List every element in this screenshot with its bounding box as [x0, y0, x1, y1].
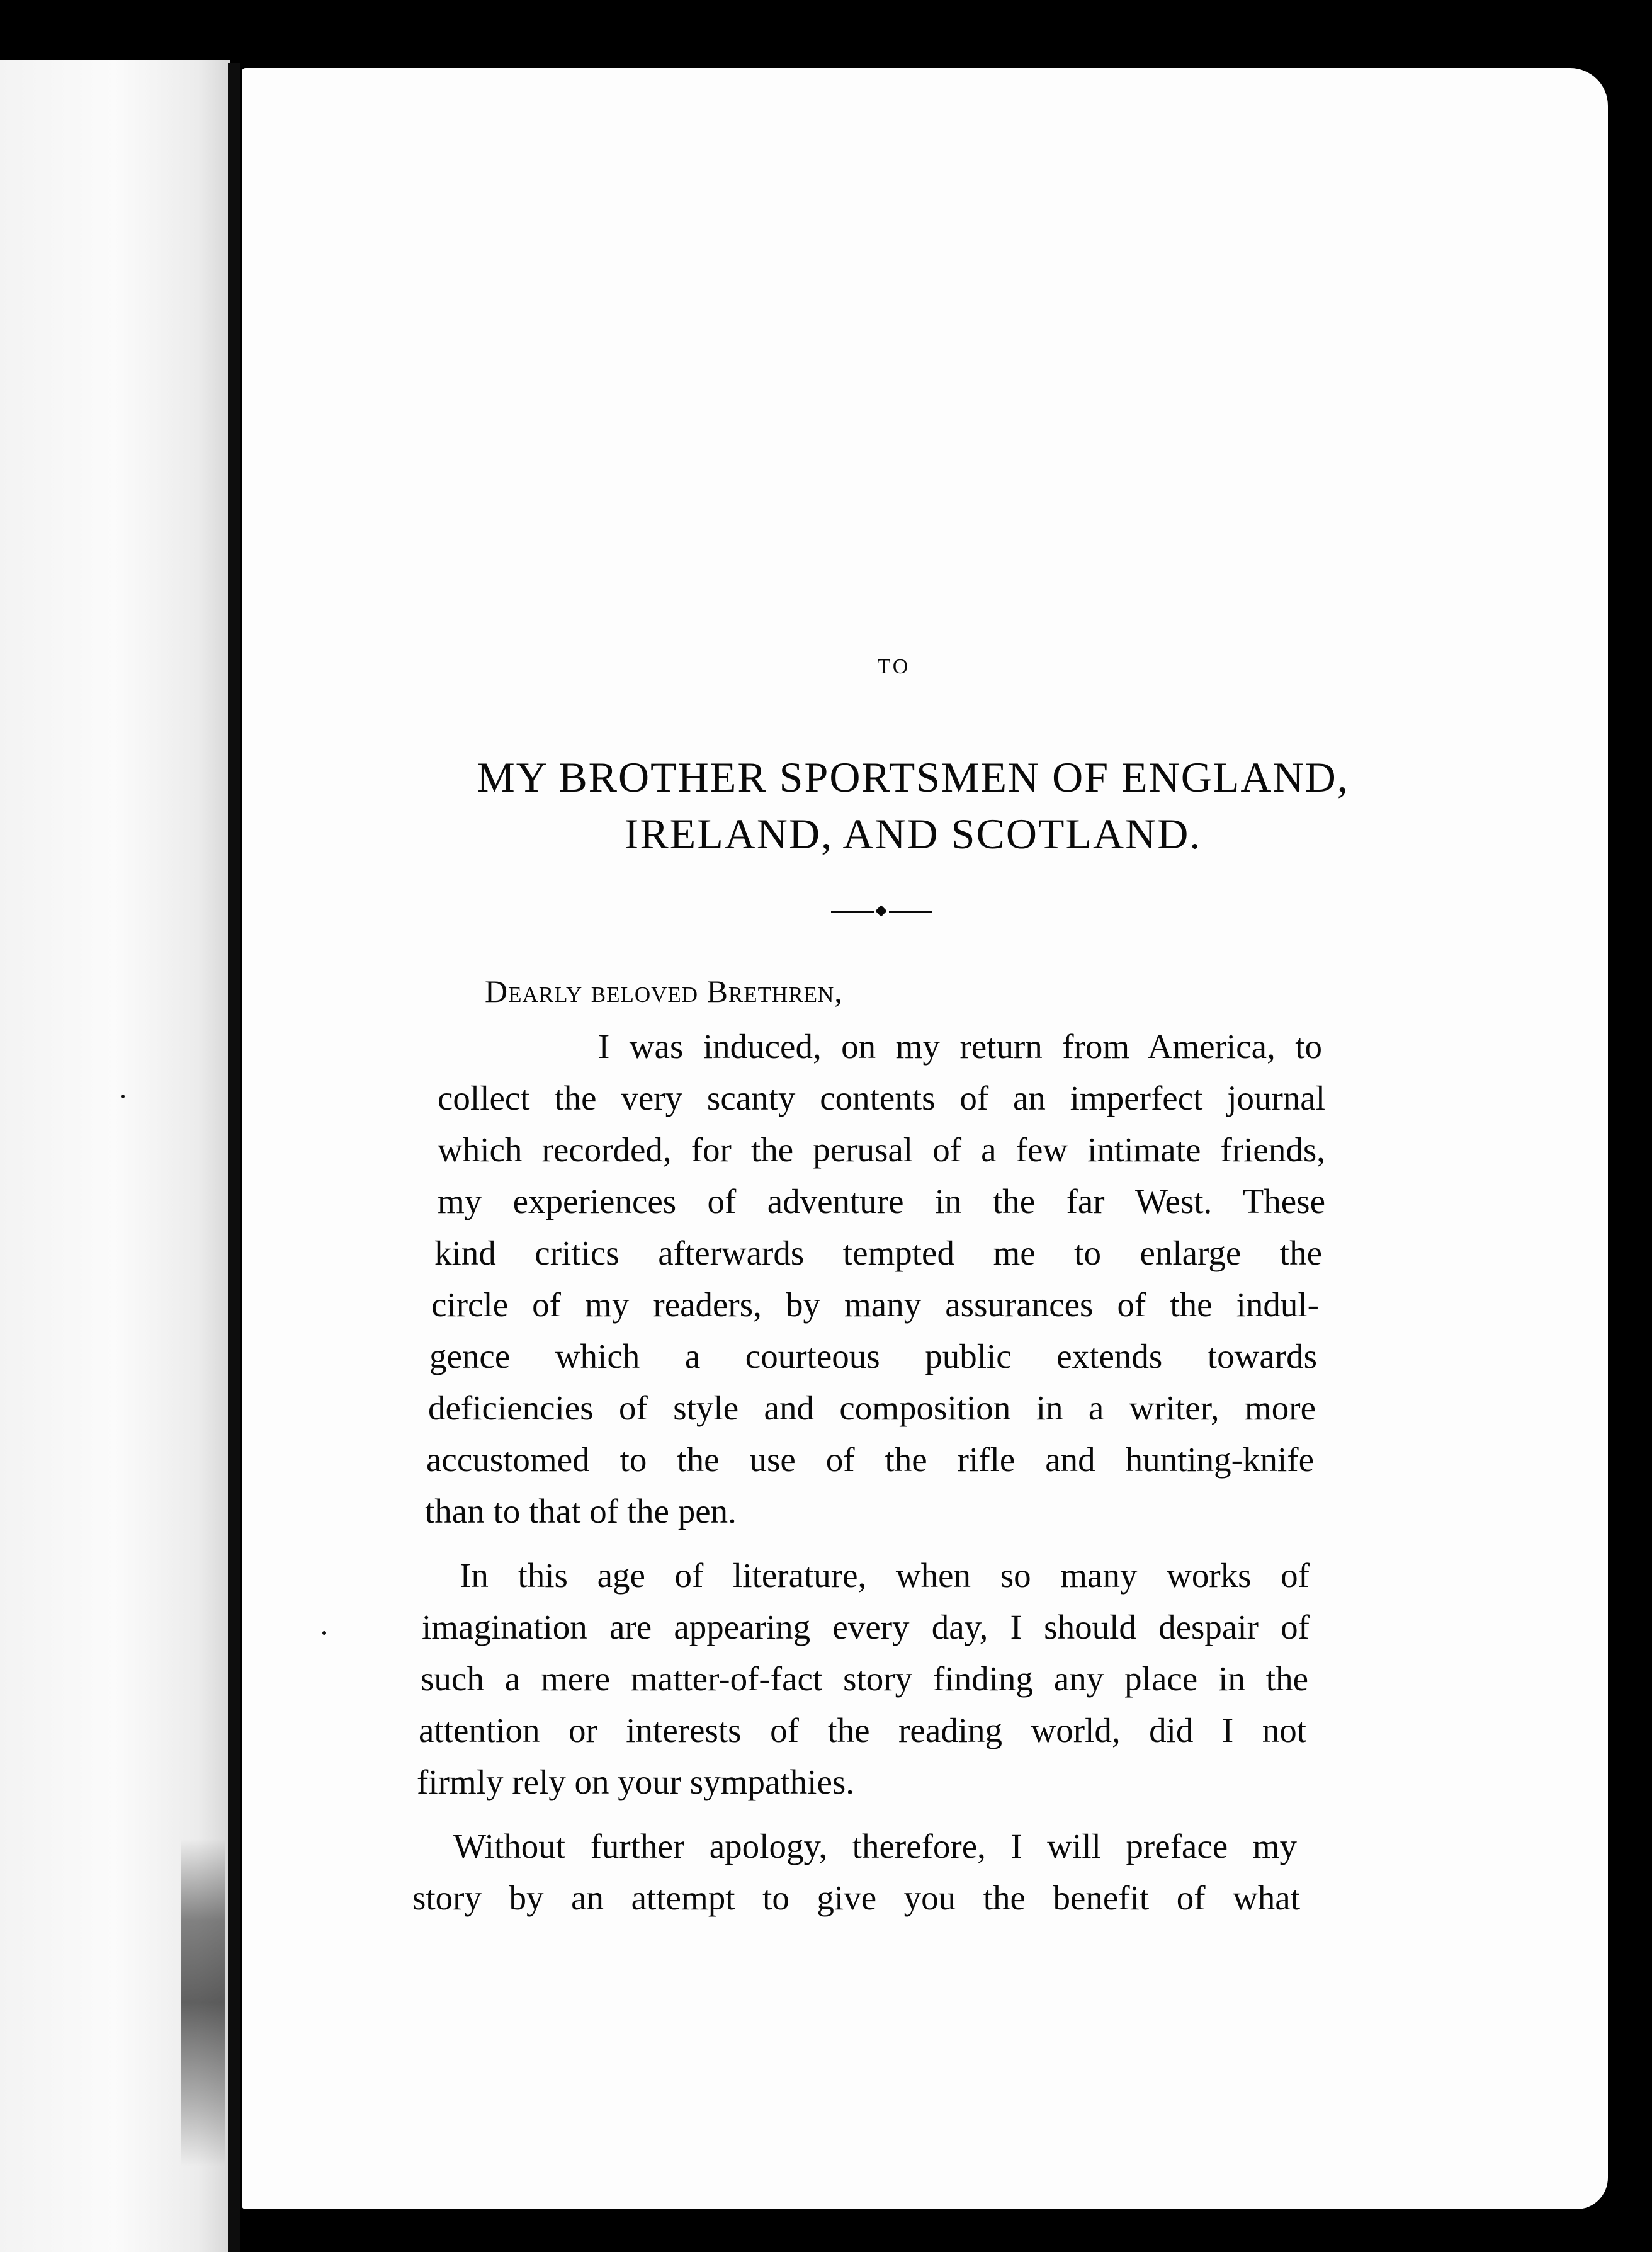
dedication-to: TO [877, 655, 911, 678]
book-gutter [228, 63, 240, 2252]
letter-line: In this age of literature, when so many works of [460, 1556, 1310, 1595]
ornament-bar-right [889, 911, 932, 913]
letter-line: my experiences of adventure in the far West. These [438, 1182, 1325, 1220]
letter-line: firmly rely on your sympathies. [417, 1763, 855, 1801]
ornament-diamond [875, 905, 886, 916]
letter-line: kind critics afterwards tempted me to enlarge the [434, 1234, 1322, 1272]
letter-line: accustomed to the use of the rifle and hunting-knife [426, 1440, 1314, 1479]
letter-salutation: Dearly beloved Brethren, [485, 974, 843, 1009]
letter-line: imagination are appearing every day, I should despair of [422, 1608, 1310, 1646]
letter-line: deficiencies of style and composition in a writer, more [428, 1389, 1316, 1427]
letter-line: such a mere matter-of-fact story finding any place in the [421, 1659, 1308, 1698]
letter-line: which recorded, for the perusal of a few intimate friends, [438, 1130, 1325, 1169]
letter-line: collect the very scanty contents of an imperfect journal [438, 1079, 1325, 1117]
letter-line: gence which a courteous public extends towards [429, 1337, 1317, 1375]
speck [121, 1095, 125, 1098]
ornament-divider [831, 905, 932, 918]
letter-line: attention or interests of the reading world, did I not [419, 1711, 1306, 1749]
letter-line: Without further apology, therefore, I will preface my [453, 1827, 1297, 1865]
binding-shadow [181, 1839, 225, 2166]
dedication-title-line-2: IRELAND, AND SCOTLAND. [624, 810, 1202, 858]
ornament-bar-left [831, 911, 874, 913]
letter-line: than to that of the pen. [425, 1492, 737, 1530]
dedication-title-line-1: MY BROTHER SPORTSMEN OF ENGLAND, [477, 753, 1349, 801]
letter-line: circle of my readers, by many assurances of the indul- [431, 1285, 1319, 1324]
letter-line: story by an attempt to give you the benefit of what [412, 1879, 1300, 1917]
letter-line: I was induced, on my return from America, to [598, 1027, 1322, 1066]
speck [322, 1631, 326, 1635]
